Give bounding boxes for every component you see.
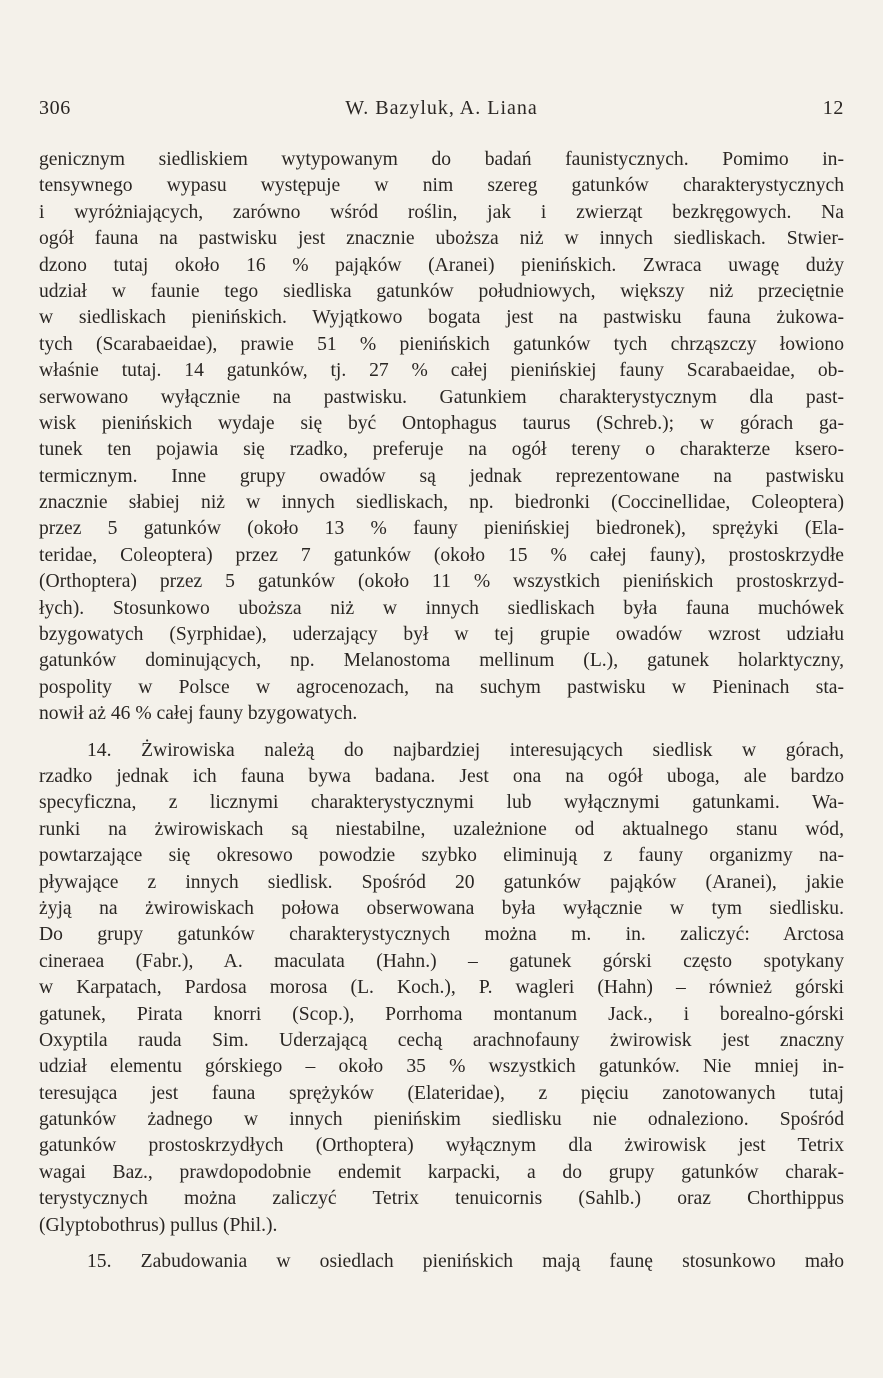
- text-line: gatunek, Pirata knorri (Scop.), Porrhoma montanum Jack., i borealno-górski: [39, 1003, 844, 1025]
- text-line: pospolity w Polsce w agrocenozach, na suchym pastwisku w Pieninach sta-: [39, 676, 844, 698]
- text-line: specyficzna, z licznymi charakterystycznymi lub wyłącznymi gatunkami. Wa-: [39, 792, 844, 814]
- text-line: wagai Baz., prawdopodobnie endemit karpacki, a do grupy gatunków charak-: [39, 1161, 844, 1183]
- text-line: Oxyptila rauda Sim. Uderzającą cechą arachnofauny żwirowisk jest znaczny: [39, 1029, 844, 1051]
- text-line: ogół fauna na pastwisku jest znacznie uboższa niż w innych siedliskach. Stwier-: [39, 228, 844, 250]
- text-line: tych (Scarabaeidae), prawie 51 % pienińskich gatunków tych chrząszczy łowiono: [39, 333, 844, 355]
- body-text: [39, 147, 844, 1275]
- text-line: runki na żwirowiskach są niestabilne, uzależnione od aktualnego stanu wód,: [39, 818, 844, 840]
- text-line: terystycznych można zaliczyć Tetrix tenuicornis (Sahlb.) oraz Chorthippus: [39, 1188, 844, 1210]
- text-line: termicznym. Inne grupy owadów są jednak reprezentowane na pastwisku: [39, 465, 844, 487]
- text-line: żyją na żwirowiskach połowa obserwowana była wyłącznie w tym siedlisku.: [39, 897, 844, 919]
- text-line: właśnie tutaj. 14 gatunków, tj. 27 % całej pienińskiej fauny Scarabaeidae, ob-: [39, 360, 844, 382]
- text-line: udział elementu górskiego – około 35 % wszystkich gatunków. Nie mniej in-: [39, 1056, 844, 1078]
- text-line: gatunków żadnego w innych pienińskim siedlisku nie odnaleziono. Spośród: [39, 1109, 844, 1131]
- paragraph-pasture: [39, 147, 844, 728]
- text-line: (Orthoptera) przez 5 gatunków (około 11 % wszystkich pienińskich prostoskrzyd-: [39, 571, 844, 593]
- text-line: Do grupy gatunków charakterystycznych można m. in. zaliczyć: Arctosa: [39, 924, 844, 946]
- text-line: rzadko jednak ich fauna bywa badana. Jest ona na ogół uboga, ale bardzo: [39, 765, 844, 787]
- page-number: 306: [39, 97, 71, 119]
- text-line: 15. Zabudowania w osiedlach pienińskich mają faunę stosunkowo mało: [87, 1251, 844, 1273]
- text-line: gatunków dominujących, np. Melanostoma mellinum (L.), gatunek holarktyczny,: [39, 650, 844, 672]
- text-line: pływające z innych siedlisk. Spośród 20 gatunków pająków (Aranei), jakie: [39, 871, 844, 893]
- text-line: 14. Żwirowiska należą do najbardziej interesujących siedlisk w górach,: [87, 739, 844, 761]
- text-line: teridae, Coleoptera) przez 7 gatunków (około 15 % całej fauny), prostoskrzydłe: [39, 544, 844, 566]
- paragraph-gravel-beds: [39, 738, 844, 1239]
- text-line: teresująca jest fauna sprężyków (Elateridae), z pięciu zanotowanych tutaj: [39, 1082, 844, 1104]
- text-line: (Glyptobothrus) pullus (Phil.).: [39, 1214, 278, 1236]
- text-line: tensywnego wypasu występuje w nim szereg gatunków charakterystycznych: [39, 175, 844, 197]
- text-line: przez 5 gatunków (około 13 % fauny pienińskiej biedronek), sprężyki (Ela-: [39, 518, 844, 540]
- text-line: nowił aż 46 % całej fauny bzygowatych.: [39, 703, 358, 725]
- text-line: wisk pienińskich wydaje się być Ontophagus taurus (Schreb.); w górach ga-: [39, 412, 844, 434]
- text-line: w siedliskach pienińskich. Wyjątkowo bogata jest na pastwisku fauna żukowa-: [39, 307, 844, 329]
- text-line: serwowano wyłącznie na pastwisku. Gatunkiem charakterystycznym dla past-: [39, 386, 844, 408]
- text-line: powtarzające się okresowo powodzie szybko eliminują z fauny organizmy na-: [39, 845, 844, 867]
- document-page: [39, 0, 844, 1378]
- text-line: cineraea (Fabr.), A. maculata (Hahn.) – gatunek górski często spotykany: [39, 950, 844, 972]
- text-line: znacznie słabiej niż w innych siedliskach, np. biedronki (Coccinellidae, Coleoptera): [39, 492, 844, 514]
- page-number-secondary: 12: [822, 97, 844, 119]
- running-head: [39, 97, 844, 121]
- text-line: łych). Stosunkowo uboższa niż w innych siedliskach była fauna muchówek: [39, 597, 844, 619]
- text-line: udział w faunie tego siedliska gatunków południowych, większy niż przeciętnie: [39, 280, 844, 302]
- text-line: tunek ten pojawia się rzadko, preferuje na ogół tereny o charakterze ksero-: [39, 439, 844, 461]
- text-line: w Karpatach, Pardosa morosa (L. Koch.), P. wagleri (Hahn) – również górski: [39, 977, 844, 999]
- text-line: i wyróżniających, zarówno wśród roślin, jak i zwierząt bezkręgowych. Na: [39, 201, 844, 223]
- text-line: gatunków prostoskrzydłych (Orthoptera) wyłącznym dla żwirowisk jest Tetrix: [39, 1135, 844, 1157]
- text-line: genicznym siedliskiem wytypowanym do badań faunistycznych. Pomimo in-: [39, 149, 844, 170]
- running-head-authors: W. Bazyluk, A. Liana: [345, 97, 538, 119]
- paragraph-buildings: [39, 1249, 844, 1275]
- text-line: bzygowatych (Syrphidae), uderzający był w tej grupie owadów wzrost udziału: [39, 624, 844, 646]
- text-line: dzono tutaj około 16 % pająków (Aranei) pienińskich. Zwraca uwagę duży: [39, 254, 844, 276]
